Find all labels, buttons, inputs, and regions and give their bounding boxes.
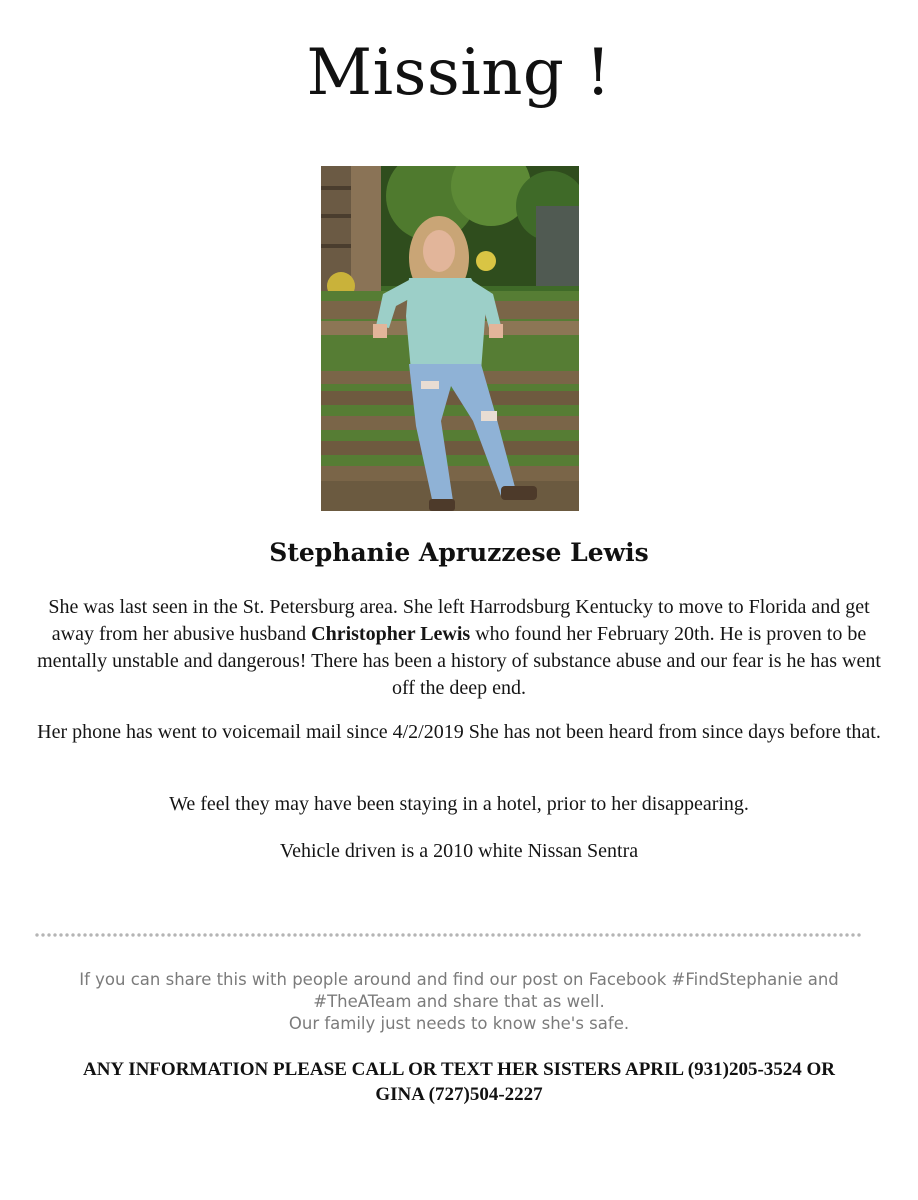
missing-person-photo	[321, 166, 579, 511]
phone-paragraph: Her phone has went to voicemail mail since 4/2/2019 She has not been heard from since days before that.	[37, 721, 881, 743]
husband-name: Christopher Lewis	[311, 623, 471, 645]
hotel-paragraph: We feel they may have been staying in a hotel, prior to her disappearing.	[169, 793, 749, 815]
description-text-end: who found her February 20th. He is proven to be mentally unstable and dangerous! There has been a history of substance abuse and our fear is he has went off the deep end.	[37, 623, 881, 699]
photo-illustration	[321, 166, 579, 511]
contact-info	[40, 1057, 878, 1107]
share-line-1: If you can share this with people around and find our post on Facebook #FindStephanie and	[79, 970, 839, 989]
page-title: Missing !	[306, 36, 612, 110]
contact-line-2: GINA (727)504-2227	[375, 1084, 543, 1105]
description-paragraph	[30, 594, 888, 702]
share-line-3: Our family just needs to know she's safe.	[288, 1014, 630, 1033]
description-text-start: She was last seen in the St. Petersburg area. She left Harrodsburg Kentucky to move to Florida and get away from her abusive husband	[48, 596, 870, 645]
vehicle-paragraph: Vehicle driven is a 2010 white Nissan Sentra	[279, 840, 639, 862]
contact-line-1: ANY INFORMATION PLEASE CALL OR TEXT HER SISTERS APRIL (931)205-3524 OR	[82, 1059, 836, 1080]
share-request	[40, 969, 878, 1035]
person-name: Stephanie Apruzzese Lewis	[269, 538, 649, 567]
dotted-divider	[34, 933, 862, 937]
share-line-2: #TheATeam and share that as well.	[313, 992, 605, 1011]
